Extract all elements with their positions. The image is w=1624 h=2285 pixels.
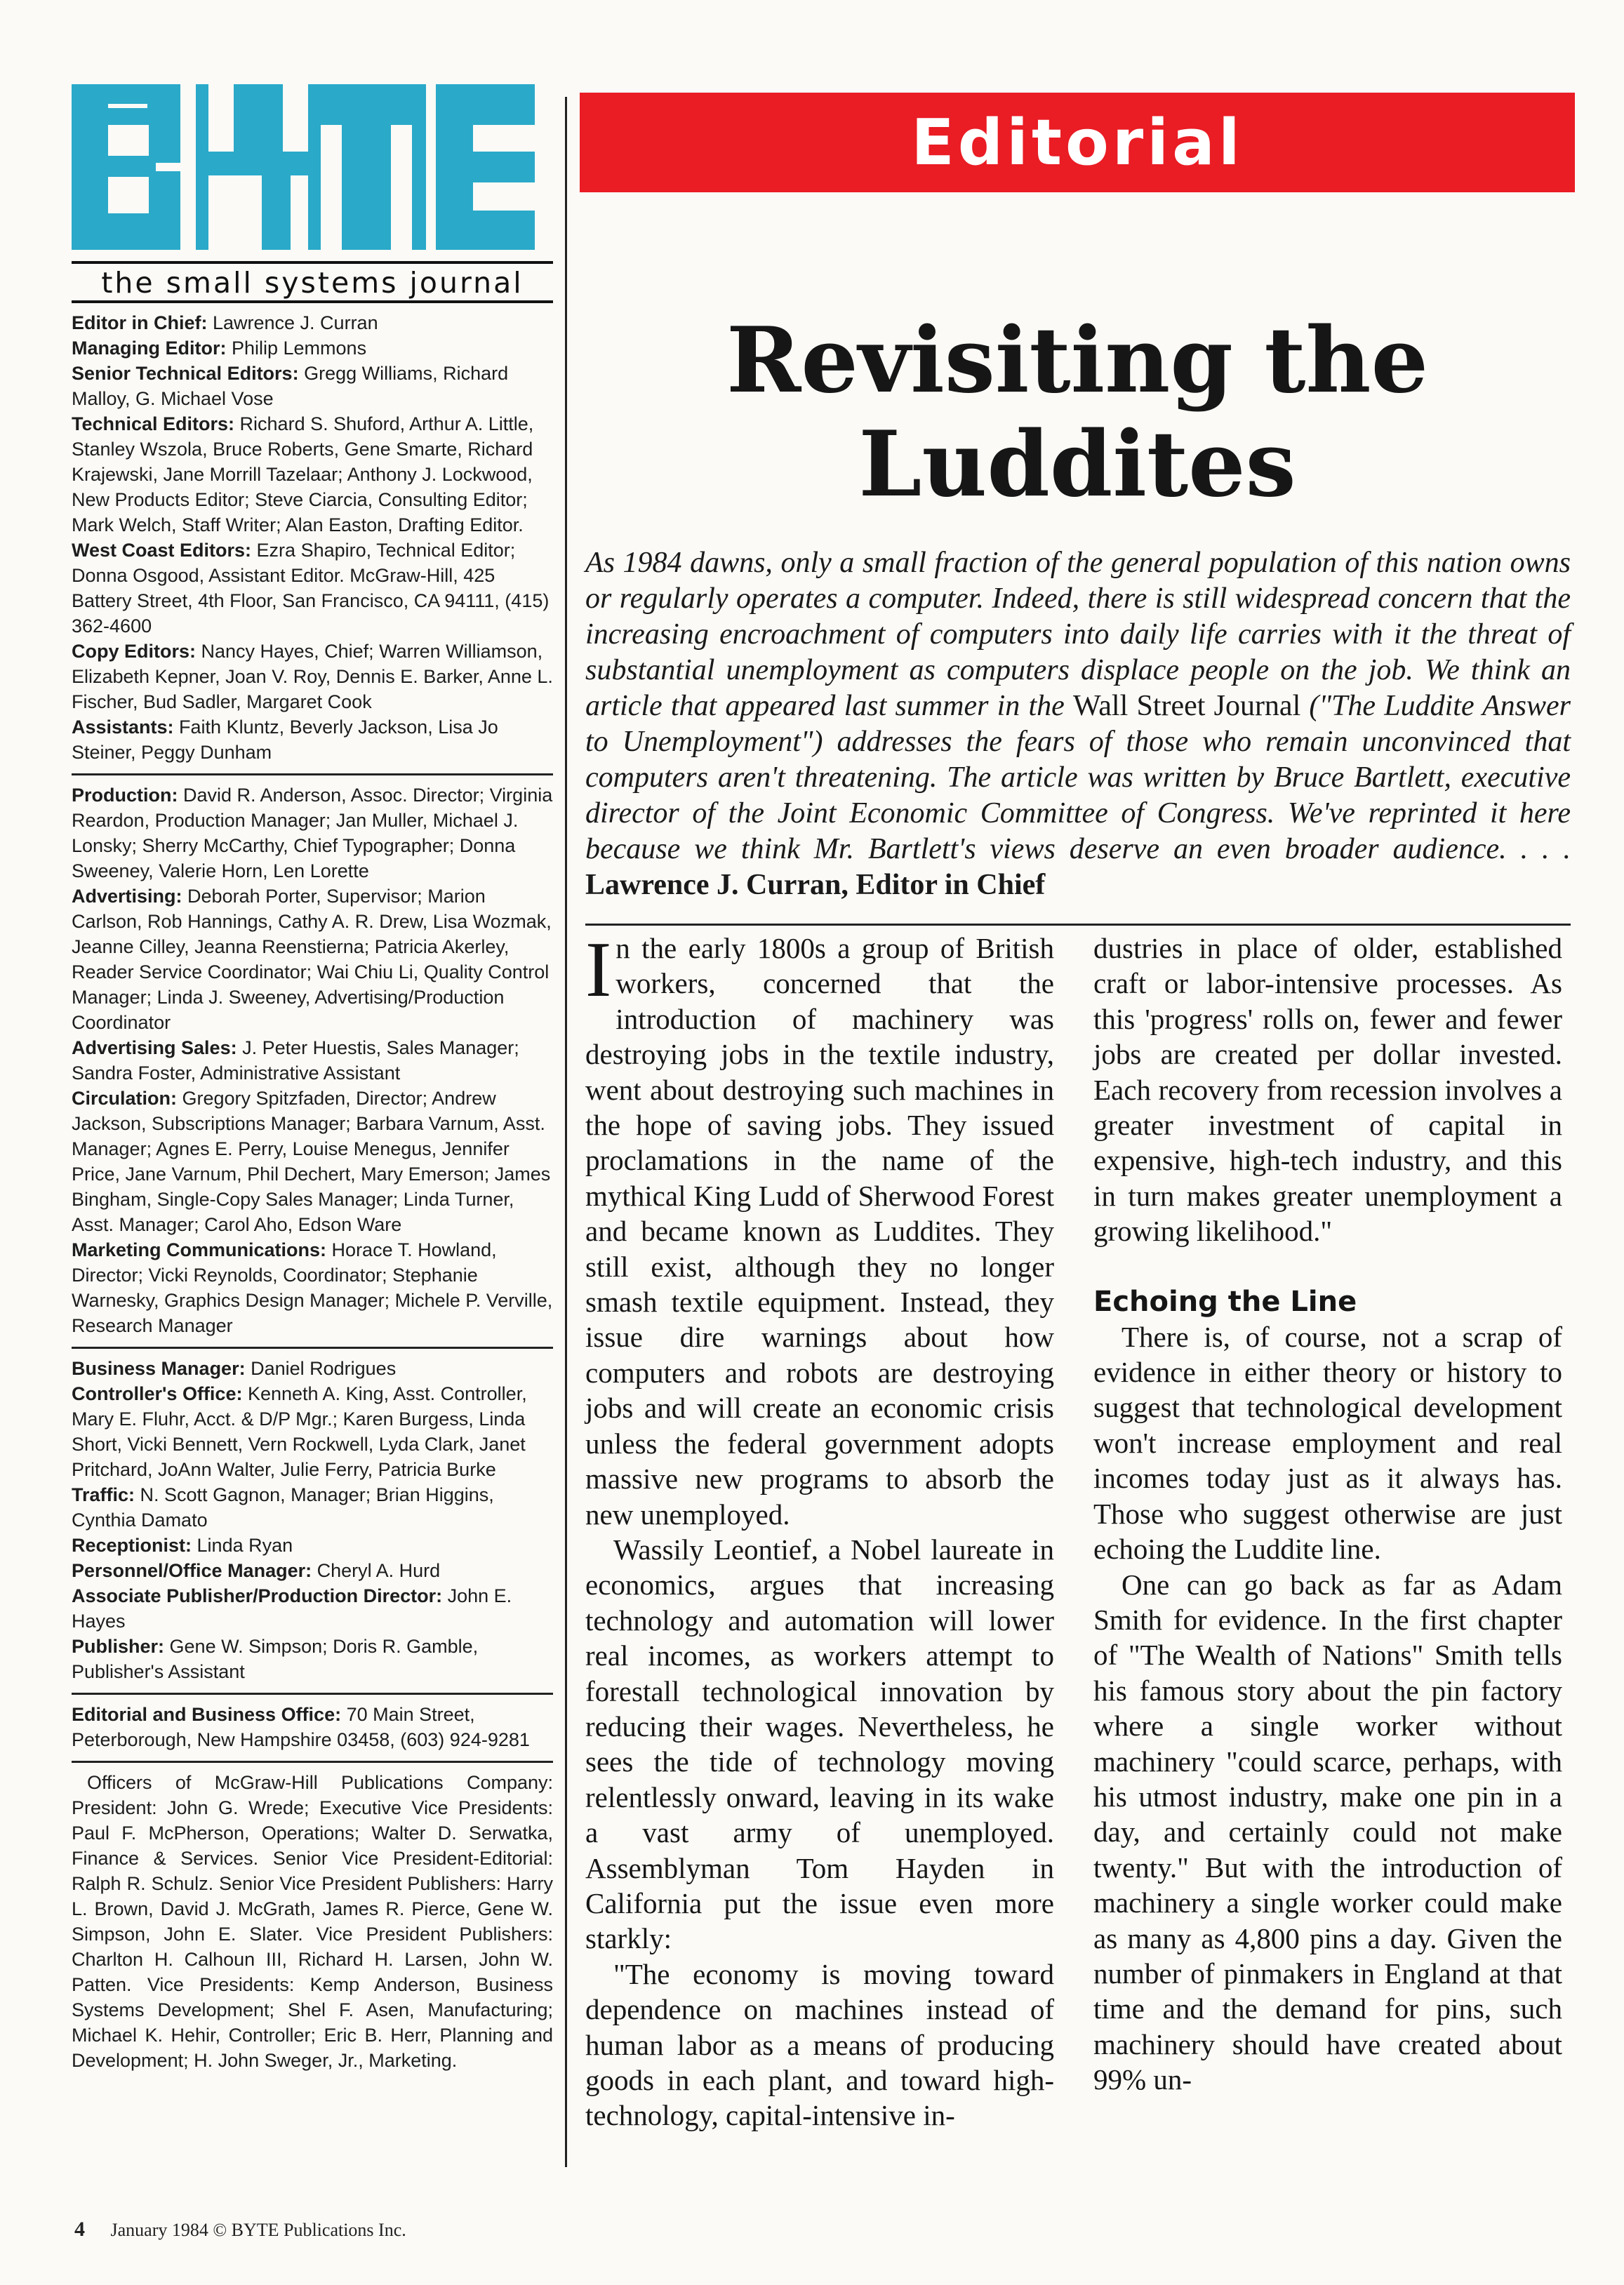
staff-entry bbox=[72, 1558, 553, 1583]
masthead-production-staff bbox=[72, 782, 553, 1338]
page-number: 4 bbox=[74, 2218, 85, 2241]
staff-role: Senior Technical Editors: bbox=[72, 363, 299, 384]
staff-entry bbox=[72, 1237, 553, 1338]
staff-role: Editorial and Business Office: bbox=[72, 1704, 342, 1725]
staff-names: Horace T. Howland, Director; Vicki Reynolds, Coordinator; Stephanie Warnesky, Graphics Design Manager; Michele P. Verville, Research Manager bbox=[72, 1239, 553, 1336]
staff-entry bbox=[72, 1356, 553, 1381]
staff-names: Daniel Rodrigues bbox=[245, 1358, 397, 1379]
masthead-editorial-staff bbox=[72, 310, 553, 765]
drop-cap: I bbox=[585, 926, 612, 1013]
masthead-office-address bbox=[72, 1702, 553, 1752]
staff-entry bbox=[72, 714, 553, 765]
masthead-officers: Officers of McGraw-Hill Publications Company: President: John G. Wrede; Executive Vice Presidents: Paul F. McPherson, Operations; Walter D. Serwatka, Finance & Services. Senior Vice President-Editorial: Ralph R. Schulz. Senior Vice President Publishers: Harry L. Brown, David J. McGrath, James R. Pierce, Gene W. Simpson, John E. Slater. Vice President Publishers: Charlton H. Calhoun III, Richard H. Larsen, John W. Patten. Vice Presidents: Kemp Anderson, Business Systems Development; Shel F. Asen, Manufacturing; Michael K. Hehir, Controller; Eric B. Herr, Planning and Development; H. John Sweger, Jr., Marketing. bbox=[72, 1772, 553, 2071]
staff-role: Advertising Sales: bbox=[72, 1037, 237, 1058]
staff-role: Managing Editor: bbox=[72, 338, 227, 359]
staff-entry bbox=[72, 1634, 553, 1684]
column-divider bbox=[565, 97, 567, 2167]
staff-entry bbox=[72, 1381, 553, 1482]
intro-credit: Lawrence J. Curran, Editor in Chief bbox=[585, 869, 1046, 901]
staff-names: Nancy Hayes, Chief; Warren Williamson, Elizabeth Kepner, Joan V. Roy, Dennis E. Barker, Anne L. Fischer, Bud Sadler, Margaret Cook bbox=[72, 641, 553, 712]
article-paragraph: One can go back as far as Adam Smith for evidence. In the first chapter of "The Wealth of Nations" Smith tells his famous story about the pin factory where a single worker without machinery "could scarce, perhaps, with his utmost industry, make one pin in a day, and certainly could not make twenty." But with the introduction of machinery a single worker could make as many as 4,800 pins a day. Given the number of pinmakers in England at that time and the demand for pins, such machinery should have created about 99% un- bbox=[1093, 1568, 1562, 2096]
staff-role: Advertising: bbox=[72, 886, 182, 907]
headline-line-1: Revisiting the bbox=[726, 308, 1428, 413]
staff-role: Marketing Communications: bbox=[72, 1239, 327, 1260]
staff-names: Richard S. Shuford, Arthur A. Little, Stanley Wszola, Bruce Roberts, Gene Smarte, Richard Krajewski, Jane Morrill Tazelaar; Anthony J. Lockwood, New Products Editor; Steve Ciarcia, Consulting Editor; Mark Welch, Staff Writer; Alan Easton, Drafting Editor. bbox=[72, 413, 534, 535]
staff-role: Personnel/Office Manager: bbox=[72, 1560, 312, 1581]
staff-entry bbox=[72, 1533, 553, 1558]
staff-names: Lawrence J. Curran bbox=[207, 312, 378, 333]
article-paragraph: There is, of course, not a scrap of evidence in either theory or history to suggest that technological development won't increase employment and real incomes today just as it always has. Those who suggest otherwise are just echoing the Luddite line. bbox=[1093, 1320, 1562, 1566]
intro-text-1: As 1984 dawns, only a small fraction of the general population of this nation owns or regularly operates a computer. Indeed, there is still widespread concern that the increasing encroachment of computers into daily life carries with it the threat of substantial unemployment as computers displace people on the job. We think an article that appeared last summer in the bbox=[585, 547, 1571, 722]
section-banner bbox=[580, 93, 1575, 192]
article-paragraph: dustries in place of older, established craft or labor-intensive processes. As this 'progress' rolls on, fewer and fewer jobs are created per dollar invested. Each recovery from recession involves a greater investment of capital in expensive, high-tech industry, and this in turn makes greater unemployment a growing likelihood." bbox=[1093, 932, 1562, 1248]
masthead-divider bbox=[72, 1693, 553, 1695]
section-title: Editorial bbox=[911, 105, 1244, 180]
staff-names: David R. Anderson, Assoc. Director; Virginia Reardon, Production Manager; Jan Muller, Michael J. Lonsky; Sherry McCarthy, Chief Typographer; Donna Sweeney, Valerie Horn, Len Lorette bbox=[72, 785, 553, 881]
staff-role: Production: bbox=[72, 785, 178, 806]
article-paragraph: "The economy is moving toward dependence on machines instead of human labor as a means of producing goods in each plant, and toward high-technology, capital-intensive in- bbox=[585, 1957, 1054, 2132]
masthead-divider bbox=[72, 1761, 553, 1763]
editor-introduction bbox=[585, 545, 1571, 903]
staff-names: J. Peter Huestis, Sales Manager; Sandra Foster, Administrative Assistant bbox=[72, 1037, 519, 1084]
staff-entry bbox=[72, 310, 553, 335]
masthead-divider bbox=[72, 773, 553, 775]
staff-names: John E. Hayes bbox=[72, 1585, 512, 1632]
staff-role: West Coast Editors: bbox=[72, 540, 252, 561]
page-footer bbox=[74, 2218, 406, 2241]
staff-role: Circulation: bbox=[72, 1088, 178, 1109]
staff-entry bbox=[72, 884, 553, 1035]
staff-names: Ezra Shapiro, Technical Editor; Donna Osgood, Assistant Editor. McGraw-Hill, 425 Battery Street, 4th Floor, San Francisco, CA 94111, (415) 362-4600 bbox=[72, 540, 550, 637]
staff-role: Controller's Office: bbox=[72, 1383, 243, 1404]
staff-names: Gregory Spitzfaden, Director; Andrew Jackson, Subscriptions Manager; Barbara Varnum, Asst. Manager; Agnes E. Perry, Louise Menegus, Jennifer Price, Jane Varnum, Phil Dechert, Mary Emerson; James Bingham, Single-Copy Sales Manager; Linda Turner, Asst. Manager; Carol Aho, Edson Ware bbox=[72, 1088, 551, 1235]
staff-names: Philip Lemmons bbox=[226, 338, 367, 359]
intro-publication: Wall Street Journal bbox=[1073, 690, 1301, 722]
article-headline bbox=[580, 309, 1575, 517]
article-paragraph: Wassily Leontief, a Nobel laureate in economics, argues that increasing technology and automation will lower real incomes, as workers attempt to forestall technological innovation by reducing their wages. Nevertheless, he sees the tide of technology moving relentlessly onward, leaving in its wake a vast army of unemployed. Assemblyman Tom Hayden in California put the issue even more starkly: bbox=[585, 1533, 1054, 1955]
article-column-right bbox=[1093, 931, 1562, 2098]
staff-entry bbox=[72, 1035, 553, 1086]
staff-names: 70 Main Street, Peterborough, New Hampshire 03458, (603) 924-9281 bbox=[72, 1704, 530, 1750]
staff-role: Assistants: bbox=[72, 717, 174, 738]
staff-entry bbox=[72, 361, 553, 411]
intro-text-2: ("The Luddite Answer to Unemployment") addresses the fears of those who remain unconvinced that computers aren't threatening. The article was written by Bruce Bartlett, executive director of the Joint Economic Committee of Congress. We've reprinted it here because we think Mr. Bartlett's views deserve an even broader audience. . . . bbox=[585, 690, 1571, 865]
staff-entry bbox=[72, 1702, 553, 1752]
intro-divider bbox=[585, 924, 1571, 926]
article-column-left bbox=[585, 926, 1054, 2133]
staff-role: Receptionist: bbox=[72, 1535, 192, 1556]
staff-role: Technical Editors: bbox=[72, 413, 235, 434]
staff-names: Deborah Porter, Supervisor; Marion Carlson, Rob Hannings, Cathy A. R. Drew, Lisa Wozmak, Jeanne Cilley, Jeanna Reenstierna; Patricia Akerley, Reader Service Coordinator; Wai Chiu Li, Quality Control Manager; Linda J. Sweeney, Advertising/Production Coordinator bbox=[72, 886, 552, 1033]
staff-role: Editor in Chief: bbox=[72, 312, 208, 333]
staff-role: Associate Publisher/Production Director: bbox=[72, 1585, 443, 1606]
staff-entry bbox=[72, 782, 553, 884]
article-subhead: Echoing the Line bbox=[1093, 1285, 1357, 1318]
staff-names: Gregg Williams, Richard Malloy, G. Michael Vose bbox=[72, 363, 509, 409]
staff-names: Faith Kluntz, Beverly Jackson, Lisa Jo Steiner, Peggy Dunham bbox=[72, 717, 498, 763]
staff-role: Business Manager: bbox=[72, 1358, 246, 1379]
masthead-divider bbox=[72, 1347, 553, 1349]
headline-line-2: Luddites bbox=[858, 412, 1296, 517]
footer-copyright: January 1984 © BYTE Publications Inc. bbox=[110, 2220, 406, 2240]
article-paragraph bbox=[585, 926, 1054, 1532]
paragraph-text: n the early 1800s a group of British workers, concerned that the introduction of machinery was destroying jobs in the textile industry, went about destroying such machines in the hope of saving jobs. They issued proclamations in the name of the mythical King Ludd of Sherwood Forest and became known as Luddites. They still exist, although they no longer smash textile equipment. Instead, they issue dire warnings about how computers and robots are destroying jobs and will create an economic crisis unless the federal government adopts massive new programs to absorb the new unemployed. bbox=[585, 932, 1054, 1531]
staff-entry bbox=[72, 411, 553, 538]
masthead-business-staff bbox=[72, 1356, 553, 1684]
staff-entry bbox=[72, 335, 553, 361]
staff-entry bbox=[72, 1482, 553, 1533]
staff-entry bbox=[72, 639, 553, 714]
masthead bbox=[72, 84, 553, 2073]
staff-role: Publisher: bbox=[72, 1636, 165, 1657]
staff-role: Traffic: bbox=[72, 1484, 135, 1505]
byte-logo bbox=[72, 84, 535, 250]
staff-entry bbox=[72, 538, 553, 639]
staff-role: Copy Editors: bbox=[72, 641, 197, 662]
staff-names: Kenneth A. King, Asst. Controller, Mary E. Fluhr, Acct. & D/P Mgr.; Karen Burgess, Linda Short, Vicki Bennett, Vern Rockwell, Lyda Clark, Janet Pritchard, JoAnn Walter, Julie Ferry, Patricia Burke bbox=[72, 1383, 527, 1480]
staff-names: Cheryl A. Hurd bbox=[312, 1560, 441, 1581]
staff-entry bbox=[72, 1086, 553, 1237]
staff-entry bbox=[72, 1583, 553, 1634]
staff-names: Linda Ryan bbox=[192, 1535, 293, 1556]
logo-tagline: the small systems journal bbox=[72, 261, 553, 303]
staff-names: N. Scott Gagnon, Manager; Brian Higgins, Cynthia Damato bbox=[72, 1484, 494, 1531]
staff-names: Gene W. Simpson; Doris R. Gamble, Publisher's Assistant bbox=[72, 1636, 479, 1682]
